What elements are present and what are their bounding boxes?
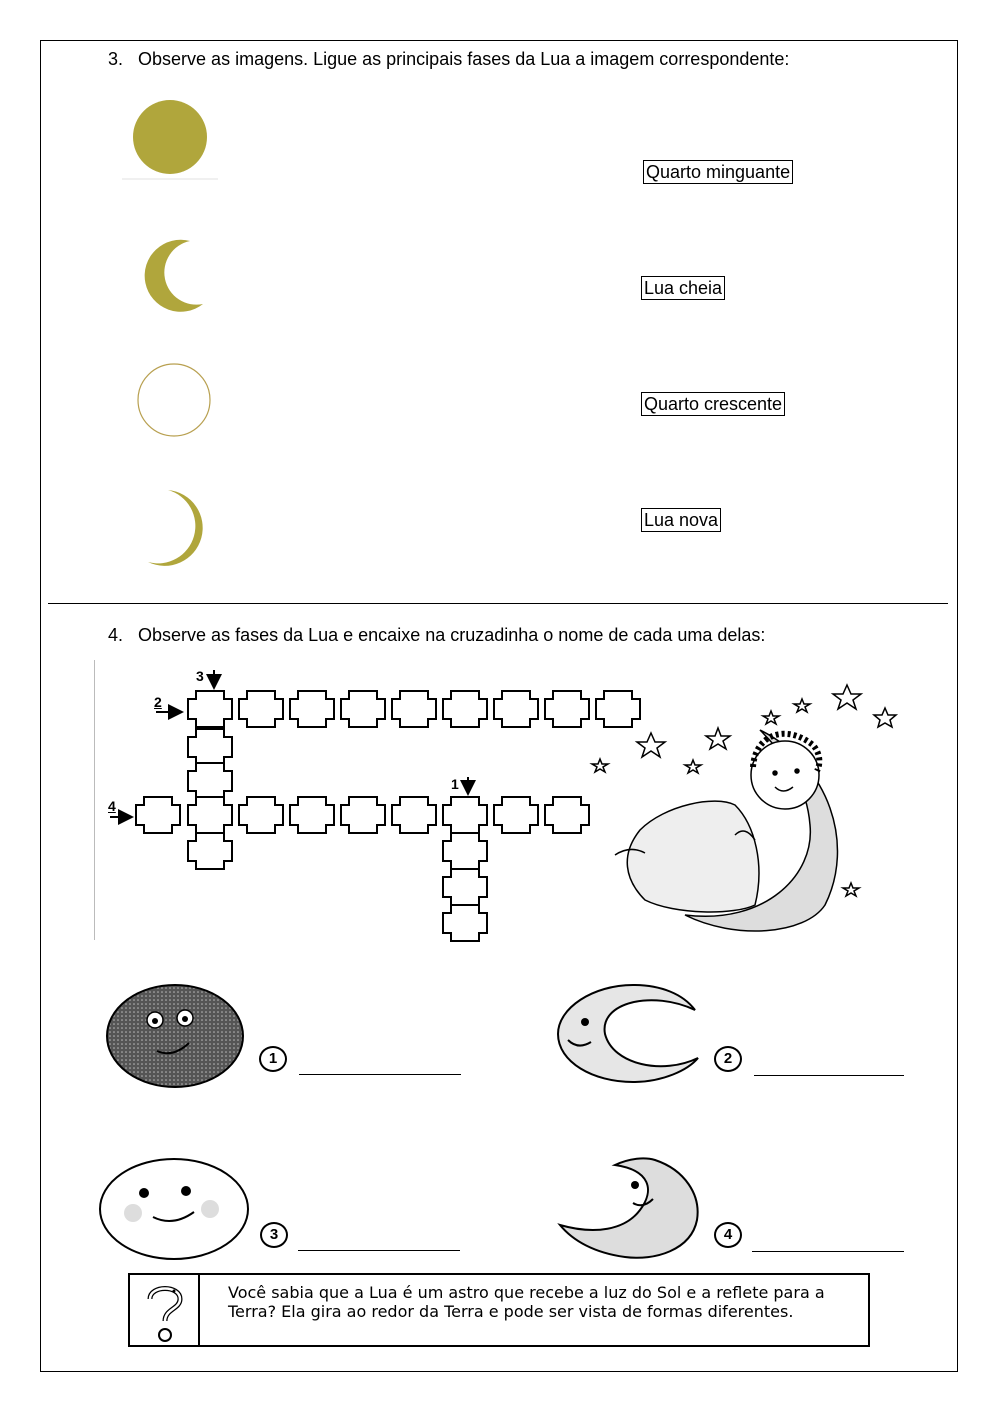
section-divider — [48, 603, 948, 604]
star-icon — [592, 759, 608, 772]
answer-number-4: 4 — [714, 1222, 742, 1248]
question-4-number: 4. — [108, 625, 124, 645]
answer-line-1[interactable] — [299, 1074, 461, 1075]
clue-number-1: 1 — [451, 776, 459, 792]
boy-on-moon-illustration — [585, 675, 905, 955]
label-quarto-minguante[interactable]: Quarto minguante — [643, 160, 793, 184]
answer-number-3: 3 — [260, 1222, 288, 1248]
answer-line-2[interactable] — [754, 1075, 904, 1076]
answer-line-4[interactable] — [752, 1251, 904, 1252]
crescent-moon-face-4 — [555, 1155, 705, 1263]
star-icon — [843, 883, 859, 896]
info-box-separator — [198, 1275, 200, 1345]
star-icon — [833, 685, 861, 709]
info-text: Você sabia que a Lua é um astro que recebe a luz do Sol e a reflete para a Terra? Ela gira ao redor da Terra e pode ser vista de formas diferentes. — [228, 1283, 825, 1321]
label-lua-cheia[interactable]: Lua cheia — [641, 276, 725, 300]
question-3-number: 3. — [108, 49, 124, 69]
label-lua-nova[interactable]: Lua nova — [641, 508, 721, 532]
label-quarto-crescente[interactable]: Quarto crescente — [641, 392, 785, 416]
question-3-text: Observe as imagens. Ligue as principais fases da Lua a imagem correspondente: — [138, 49, 790, 69]
question-4-text: Observe as fases da Lua e encaixe na cruzadinha o nome de cada uma delas: — [138, 625, 766, 645]
answer-line-3[interactable] — [298, 1250, 460, 1251]
answer-number-1: 1 — [259, 1046, 287, 1072]
clue-number-3: 3 — [196, 668, 204, 684]
new-moon-face-3 — [98, 1157, 250, 1261]
star-icon — [874, 708, 896, 727]
star-icon — [685, 760, 701, 773]
answer-number-2: 2 — [714, 1046, 742, 1072]
question-3-title — [108, 49, 789, 70]
star-icon — [637, 733, 665, 757]
star-icon — [706, 728, 730, 749]
star-icon — [794, 699, 810, 712]
waning-crescent-icon[interactable] — [138, 236, 222, 316]
scan-edge-line — [94, 660, 96, 940]
star-icon — [763, 711, 779, 724]
clue-number-2: 2 — [154, 694, 162, 710]
info-box — [128, 1273, 870, 1347]
full-moon-face-1 — [105, 983, 245, 1089]
clue-number-4: 4 — [108, 798, 116, 814]
waxing-crescent-icon[interactable] — [128, 485, 212, 569]
question-mark-icon — [138, 1279, 192, 1343]
new-moon-icon[interactable] — [128, 356, 218, 444]
question-4-title — [108, 625, 765, 646]
quarter-moon-face-2 — [553, 980, 703, 1086]
full-moon-icon[interactable] — [120, 95, 220, 185]
